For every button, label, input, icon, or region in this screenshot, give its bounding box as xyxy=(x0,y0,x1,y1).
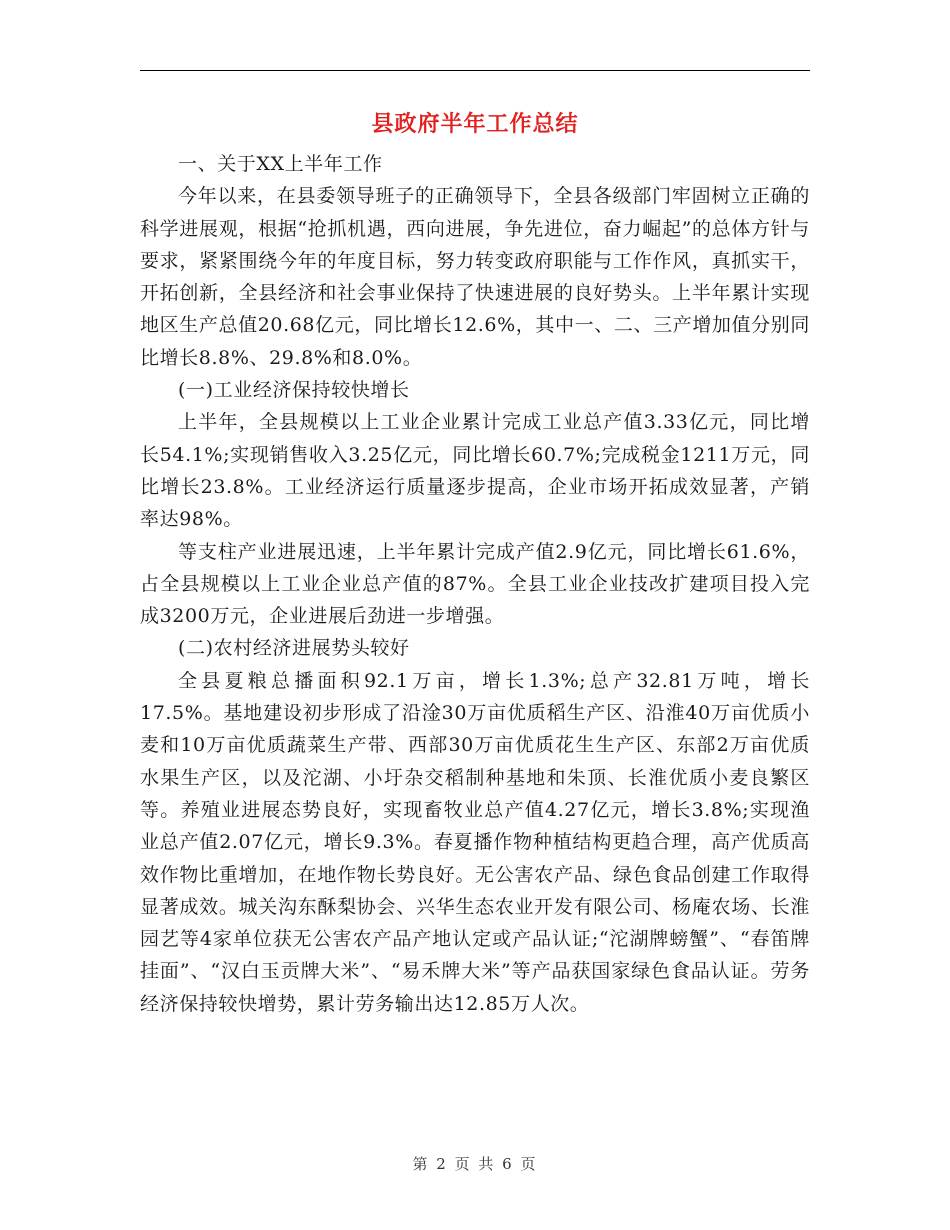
header-rule xyxy=(140,70,810,71)
body-paragraph: 今年以来，在县委领导班子的正确领导下，全县各级部门牢固树立正确的科学进展观，根据“抢抓机遇，西向进展，争先进位，奋力崛起”的总体方针与要求，紧紧围绕今年的年度目标，努力转变政府职能与工作作风，真抓实干，开拓创新，全县经济和社会事业保持了快速进展的良好势头。上半年累计实现地区生产总值20.68亿元，同比增长12.6%，其中一、二、三产增加值分别同比增长8.8%、29.8%和8.0%。 xyxy=(140,185,810,369)
body-paragraph: 等支柱产业进展迅速，上半年累计完成产值2.9亿元，同比增长61.6%，占全县规模以上工业企业总产值的87%。全县工业企业技改扩建项目投入完成3200万元，企业进展后劲进一步增强。 xyxy=(140,540,810,628)
subsection-heading: (一)工业经济保持较快增长 xyxy=(178,379,410,402)
body-paragraph: 上半年，全县规模以上工业企业累计完成工业总产值3.33亿元，同比增长54.1%;实现销售收入3.25亿元，同比增长60.7%;完成税金1211万元，同比增长23.8%。工业经济运行质量逐步提高，企业市场开拓成效显著，产销率达98%。 xyxy=(140,411,810,531)
document-body xyxy=(140,148,810,1020)
page-footer: 第 2 页 共 6 页 xyxy=(412,1155,538,1173)
section-heading: 一、关于XX上半年工作 xyxy=(178,153,383,175)
body-paragraph: 全县夏粮总播面积92.1万亩，增长1.3%;总产32.81万吨，增长17.5%。基地建设初步形成了沿淦30万亩优质稻生产区、沿淮40万亩优质小麦和10万亩优质蔬菜生产带、西部30万亩优质花生生产区、东部2万亩优质水果生产区，以及沱湖、小圩杂交稻制种基地和朱顶、长淮优质小麦良繁区等。养殖业进展态势良好，实现畜牧业总产值4.27亿元，增长3.8%;实现渔业总产值2.07亿元，增长9.3%。春夏播作物种植结构更趋合理，高产优质高效作物比重增加，在地作物长势良好。无公害农产品、绿色食品创建工作取得显著成效。城关沟东酥梨协会、兴华生态农业开发有限公司、杨庵农场、长淮园艺等4家单位获无公害农产品产地认定或产品认证;“沱湖牌螃蟹”、“春笛牌挂面”、“汉白玉贡牌大米”、“易禾牌大米”等产品获国家绿色食品认证。劳务经济保持较快增势，累计劳务输出达12.85万人次。 xyxy=(140,669,810,1015)
subsection-heading: (二)农村经济进展势头较好 xyxy=(178,637,410,660)
document-title: 县政府半年工作总结 xyxy=(371,112,579,137)
